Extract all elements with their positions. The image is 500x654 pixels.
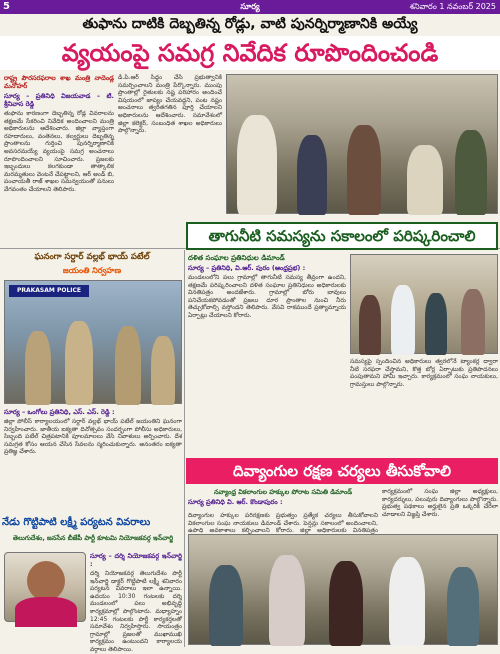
lead-column-mid [118,74,222,246]
vallabh-byline: సూర్య – ఒంగోలు ప్రతినిధి, ఎస్. ఎస్. రెడ్డి : [4,408,115,416]
lead-body-left: తుఫాను కారణంగా దెబ్బతిన్న రోడ్ల వివరాలను తక్షణమే సేకరించి నివేదిక అందించాలని మంత్రి అధికారులను ఆదేశించారు. జిల్లా వ్యాప్తంగా రహదారులు, వంతెనలు, కల్వర్టులు దెబ్బతిన్న ప్రాంతాలను గుర్తించి పునర్నిర్మాణానికి అవసరమయ్యే వ్యయంపై సమగ్ర అంచనాలు రూపొందించాలని సూచించారు. ప్రజలకు ఇబ్బందులు కలగకుండా తాత్కాలిక మరమ్మతులు వెంటనే చేపట్టాలని, ఆర్ అండ్ బి, పంచాయతీ రాజ్ శాఖల సమన్వయంతో పనులు వేగవంతం చేయాలని తెలిపారు. [4,110,114,193]
gottipati-sub-wrap [4,534,182,550]
gottipati-body: దర్శి నియోజకవర్గ తెలుగుదేశం పార్టీ ఇన్‌చార్జి డాక్టర్ గొట్టిపాటి లక్ష్మీ శనివారం పర్యటన వివరాలు ఇలా ఉన్నాయి. ఉదయం 10:30 గంటలకు దర్శి మండలంలో పలు అభివృద్ధి కార్యక్రమాల్లో పాల్గొంటారు. మధ్యాహ్నం 12:45 గంటలకు పార్టీ కార్యకర్తలతో సమావేశం నిర్వహిస్తారు. సాయంత్రం గ్రామాల్లో ప్రజలతో ముఖాముఖి కార్యక్రమం ఉంటుందని కార్యాలయ వర్గాలు తెలిపాయి. [90,570,182,653]
water-body-2: సమస్యపై స్పందించిన అధికారులు త్వరలోనే ట్యాంకర్ల ద్వారా నీటి సరఫరా చేస్తామని, కొత్త బోర్ల ఏర్పాటుకు ప్రతిపాదనలు పంపుతామని హామీ ఇచ్చారు. కార్యక్రమంలో సంఘ నాయకులు, గ్రామస్తులు పాల్గొన్నారు. [350,358,498,388]
gottipati-byline: సూర్య – దర్శి నియోజకవర్గ ఇన్‌చార్జి : [90,552,182,568]
divyang-body-2: కార్యక్రమంలో సంఘ జిల్లా అధ్యక్షులు, కార్యదర్శులు, పలువురు దివ్యాంగులు పాల్గొన్నారు. ప్రభుత్వ పథకాలు అర్హులైన ప్రతి ఒక్కరికి చేరేలా చూడాలని విజ్ఞప్తి చేశారు. [382,488,498,518]
divyang-photo [188,534,498,645]
gottipati-portrait [4,552,86,622]
divyang-headline: దివ్యాంగుల రక్షణ చర్యలు తీసుకోవాలి [186,458,498,484]
divyang-body-wrap [188,512,378,535]
water-photo [350,254,498,354]
water-headline: తాగునీటి సమస్యను సకాలంలో పరిష్కరించాలి [186,222,498,250]
lead-photo [226,74,498,214]
masthead: సూర్య [240,2,260,11]
water-byline: సూర్య – ప్రతినిధి, వి.ఆర్. పురం (ఆంధ్రప్రభ) : [188,264,306,272]
divyang-byline: సూర్య ప్రతినిధి వి. ఆర్. కొండాపురం : [188,498,283,506]
divyang-body: దివ్యాంగుల హక్కుల పరిరక్షణకు ప్రభుత్వం ప్రత్యేక చర్యలు తీసుకోవాలని వికలాంగుల సంఘ నాయకులు డిమాండ్ చేశారు. పెన్షన్లు సకాలంలో అందించాలని, ఉపాధి అవకాశాలు కల్పించాలని కోరారు. జిల్లా అధికారులకు వినతిపత్రం [188,512,378,535]
photo-sign-text: PRAKASAM POLICE [9,285,89,297]
water-subhead: దళిత సంఘాల ప్రతినిధుల డిమాండ్ [188,254,285,262]
divyang-subhead: నవ్యాంధ్ర వికలాంగుల హక్కుల పోరాట సమితి డిమాండ్ [213,488,353,496]
issue-date: శనివారం 1 నవంబర్ 2025 [409,2,496,11]
gottipati-column [90,552,182,653]
vallabh-body: జిల్లా పోలీస్ కార్యాలయంలో సర్దార్ వల్లభ్ భాయ్ పటేల్ జయంతిని ఘనంగా నిర్వహించారు. జాతీయ ఐక్యతా దినోత్సవం సందర్భంగా పోలీసు అధికారులు, సిబ్బంది పటేల్ చిత్రపటానికి పూలమాలలు వేసి నివాళులు అర్పించారు. దేశ సమగ్రత కోసం ఆయన చేసిన సేవలను స్మరించుకున్నారు. అనంతరం ఐక్యతా ప్రతిజ్ఞ చేశారు. [4,418,182,456]
vallabh-subhead: జయంతి నిర్వహణ [62,266,122,275]
water-body: మండలంలోని పలు గ్రామాల్లో తాగునీటి సమస్య తీవ్రంగా ఉందని, తక్షణమే పరిష్కరించాలని దళిత సంఘాల ప్రతినిధులు అధికారులకు వినతిపత్రం అందజేశారు. గ్రామాల్లో బోరు బావులు పనిచేయకపోవడంతో ప్రజలు దూర ప్రాంతాల నుంచి నీరు తెచ్చుకోవాల్సి వస్తోందని తెలిపారు. వేసవి రాకముందే ప్రత్యామ్నాయ ఏర్పాట్లు చేయాలని కోరారు. [188,274,346,319]
page-header [0,0,500,14]
gottipati-headline: నేడు గొట్టిపాటి లక్ష్మీ పర్యటన వివరాలు [2,517,151,528]
lead-subhead: రాష్ట్ర పౌరసరఫరాల శాఖ మంత్రి నాదెండ్ల మనోహర్ [4,74,114,90]
lead-kicker: తుఫాను దాటికి దెబ్బతిన్న రోడ్లు, వాటి పునర్నిర్మాణానికి అయ్యే [82,16,418,32]
water-column-2 [350,358,498,454]
lead-byline: సూర్య – ప్రతినిధి విజయవాడ – టి. శ్రీనివాస రెడ్డి [4,92,114,108]
water-column [188,254,346,454]
lead-banner-headline: వ్యయంపై సమగ్ర నివేదిక రూపొందించండి [0,36,500,70]
lead-column-left [4,74,114,246]
vallabh-headline: ఘనంగా సర్దార్ వల్లభ్ భాయ్ పటేల్ [34,252,150,262]
vallabh-column [4,408,182,512]
lead-body-mid: డి.పి.ఆర్ సిద్ధం చేసి ప్రభుత్వానికి సమర్పించాలని మంత్రి పేర్కొన్నారు. ముంపు ప్రాంతాల్లో రైతులకు నష్ట పరిహారం అందించే విషయంలో జాప్యం చేయవద్దని, పంట నష్టం అంచనాలు త్వరితగతిన పూర్తి చేయాలని అధికారులను ఆదేశించారు. సమావేశంలో జిల్లా కలెక్టర్, సంబంధిత శాఖల అధికారులు పాల్గొన్నారు. [118,74,222,135]
column-divider [184,250,185,647]
gottipati-subhead: తెలుగుదేశం, జనసేన బీజేపీ పార్టీ కూటమి నియోజకవర్గ ఇన్‌చార్జి [12,534,174,542]
page-number: 5 [3,1,10,12]
vallabh-photo [4,280,182,404]
